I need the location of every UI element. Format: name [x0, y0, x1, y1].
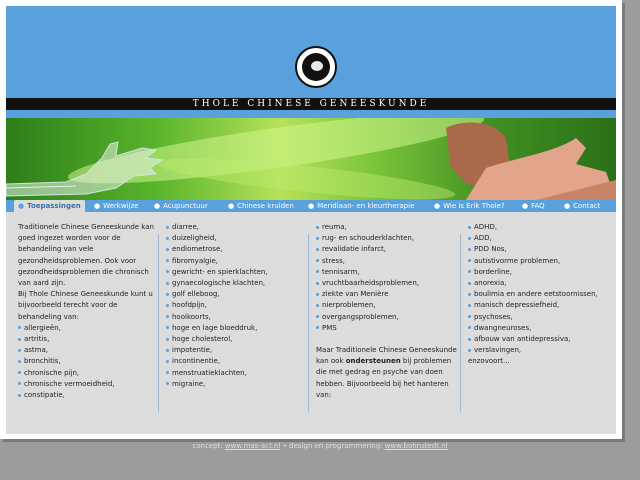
list-item: hoge en lage bloeddruk,	[166, 323, 306, 334]
list-item: hoge cholesterol,	[166, 334, 306, 345]
list-item: artritis,	[18, 334, 158, 345]
nav-bullet-icon: ●	[228, 202, 235, 210]
list-item: rug- en schouderklachten,	[316, 233, 458, 244]
list-item: boulimia en andere eetstoornissen,	[468, 289, 610, 300]
list-item: reuma,	[316, 222, 458, 233]
nav-label: Werkwijze	[103, 202, 139, 210]
hand-outline-icon	[6, 138, 166, 198]
footer-design-label: design en programmering:	[289, 442, 383, 450]
condition-list-2	[166, 222, 306, 390]
list-item: migraine,	[166, 379, 306, 390]
nav-label: Contact	[573, 202, 601, 210]
footer-design-link[interactable]: www.bohnstedt.nl	[384, 442, 448, 450]
outro-text-end: bij problemen die met gedrag en psyche van doen hebben. Bijvoorbeeld bij het hanteren van:	[316, 357, 452, 399]
list-item: fibromyalgie,	[166, 256, 306, 267]
condition-list-3	[316, 222, 458, 334]
list-item: nierproblemen,	[316, 300, 458, 311]
outro-text-start: Maar Traditionele Chinese Geneeskunde kan ook	[316, 346, 457, 366]
list-item: tennisarm,	[316, 267, 458, 278]
list-item: diarree,	[166, 222, 306, 233]
nav-label: FAQ	[531, 202, 545, 210]
list-item: incontinentie,	[166, 356, 306, 367]
nav-item-chinese-kruiden[interactable]	[228, 200, 294, 212]
intro-text: Traditionele Chinese Geneeskunde kan goed ingezet worden voor de behandeling van vele gezondheidsproblemen. Ook voor gezondheidsproblemen die chronisch van aard zijn.	[18, 223, 154, 288]
list-item: dwangneuroses,	[468, 323, 610, 334]
nav-bullet-icon: ●	[94, 202, 101, 210]
list-item: menstruatieklachten,	[166, 368, 306, 379]
list-item: stress,	[316, 256, 458, 267]
list-item: ADHD,	[468, 222, 610, 233]
column-4	[468, 222, 610, 368]
list-item: vruchtbaarheidsproblemen,	[316, 278, 458, 289]
main-nav	[6, 200, 616, 212]
condition-list-1	[18, 323, 158, 401]
list-item: gynaecologische klachten,	[166, 278, 306, 289]
nav-bullet-icon: ●	[154, 202, 161, 210]
list-item: allergieën,	[18, 323, 158, 334]
site-title: THOLE CHINESE GENEESKUNDE	[6, 98, 616, 110]
column-1	[18, 222, 158, 401]
list-item: ADD,	[468, 233, 610, 244]
nav-bullet-icon: ●	[18, 202, 25, 210]
header	[6, 6, 616, 98]
footer-separator: •	[282, 442, 287, 450]
column-divider	[308, 234, 309, 412]
nav-item-meridiaan-kleurtherapie[interactable]	[308, 200, 414, 212]
column-3	[316, 222, 458, 401]
list-item: golf elleboog,	[166, 289, 306, 300]
list-item: constipatie,	[18, 390, 158, 401]
logo-dot	[311, 61, 323, 71]
list-item: revalidatie infarct,	[316, 244, 458, 255]
footer-concept-link[interactable]: www.mas-act.nl	[224, 442, 281, 450]
nav-item-acupunctuur[interactable]	[154, 200, 208, 212]
list-item: anorexia,	[468, 278, 610, 289]
outro-text	[316, 345, 458, 401]
list-item: borderline,	[468, 267, 610, 278]
nav-bullet-icon: ●	[308, 202, 315, 210]
list-item: gewricht- en spierklachten,	[166, 267, 306, 278]
nav-item-wie-is-erik-thole[interactable]	[434, 200, 505, 212]
list-item: ziekte van Menière	[316, 289, 458, 300]
nav-label: Acupunctuur	[163, 202, 208, 210]
list-item: psychoses,	[468, 312, 610, 323]
nav-label: Wie is Erik Thole?	[443, 202, 505, 210]
nav-item-faq[interactable]	[522, 200, 545, 212]
outro-text-bold: ondersteunen	[345, 357, 401, 366]
nav-label: Chinese kruiden	[237, 202, 294, 210]
title-underline	[6, 110, 616, 118]
list-item: duizeligheid,	[166, 233, 306, 244]
list-item: bronchitis,	[18, 356, 158, 367]
banner-image	[6, 118, 616, 200]
hands-photo-icon	[426, 118, 616, 200]
logo[interactable]	[295, 46, 337, 88]
list-item: hoofdpijn,	[166, 300, 306, 311]
list-item: manisch depressiefheid,	[468, 300, 610, 311]
nav-item-contact[interactable]	[564, 200, 600, 212]
column-divider	[460, 234, 461, 412]
list-item: astma,	[18, 345, 158, 356]
column-divider	[158, 234, 159, 412]
list-item: hooikoorts,	[166, 312, 306, 323]
list-item: impotentie,	[166, 345, 306, 356]
list-item: verslavingen,	[468, 345, 610, 356]
intro-text-2: Bij Thole Chinese Geneeskunde kunt u bijvoorbeeld terecht voor de behandeling van:	[18, 290, 153, 321]
nav-bullet-icon: ●	[522, 202, 529, 210]
footer	[0, 440, 640, 452]
list-item: PMS	[316, 323, 458, 334]
nav-label: Meridiaan- en kleurtherapie	[317, 202, 415, 210]
content-area	[6, 212, 616, 434]
list-item: overgangsproblemen,	[316, 312, 458, 323]
nav-item-werkwijze[interactable]	[94, 200, 138, 212]
list-item: afbouw van antidepressiva,	[468, 334, 610, 345]
nav-item-toepassingen[interactable]	[14, 200, 85, 212]
nav-bullet-icon: ●	[564, 202, 571, 210]
logo-mark	[302, 53, 330, 81]
nav-bullet-icon: ●	[434, 202, 441, 210]
nav-label: Toepassingen	[27, 202, 81, 210]
list-item: PDD Nos,	[468, 244, 610, 255]
list-item: autistivorme problemen,	[468, 256, 610, 267]
list-item: chronische vermoeidheid,	[18, 379, 158, 390]
condition-list-4	[468, 222, 610, 356]
ending-text: enzovoort...	[468, 357, 510, 366]
column-2	[166, 222, 306, 390]
list-item: chronische pijn,	[18, 368, 158, 379]
list-item: endiometrose,	[166, 244, 306, 255]
footer-concept-label: concept:	[192, 442, 223, 450]
